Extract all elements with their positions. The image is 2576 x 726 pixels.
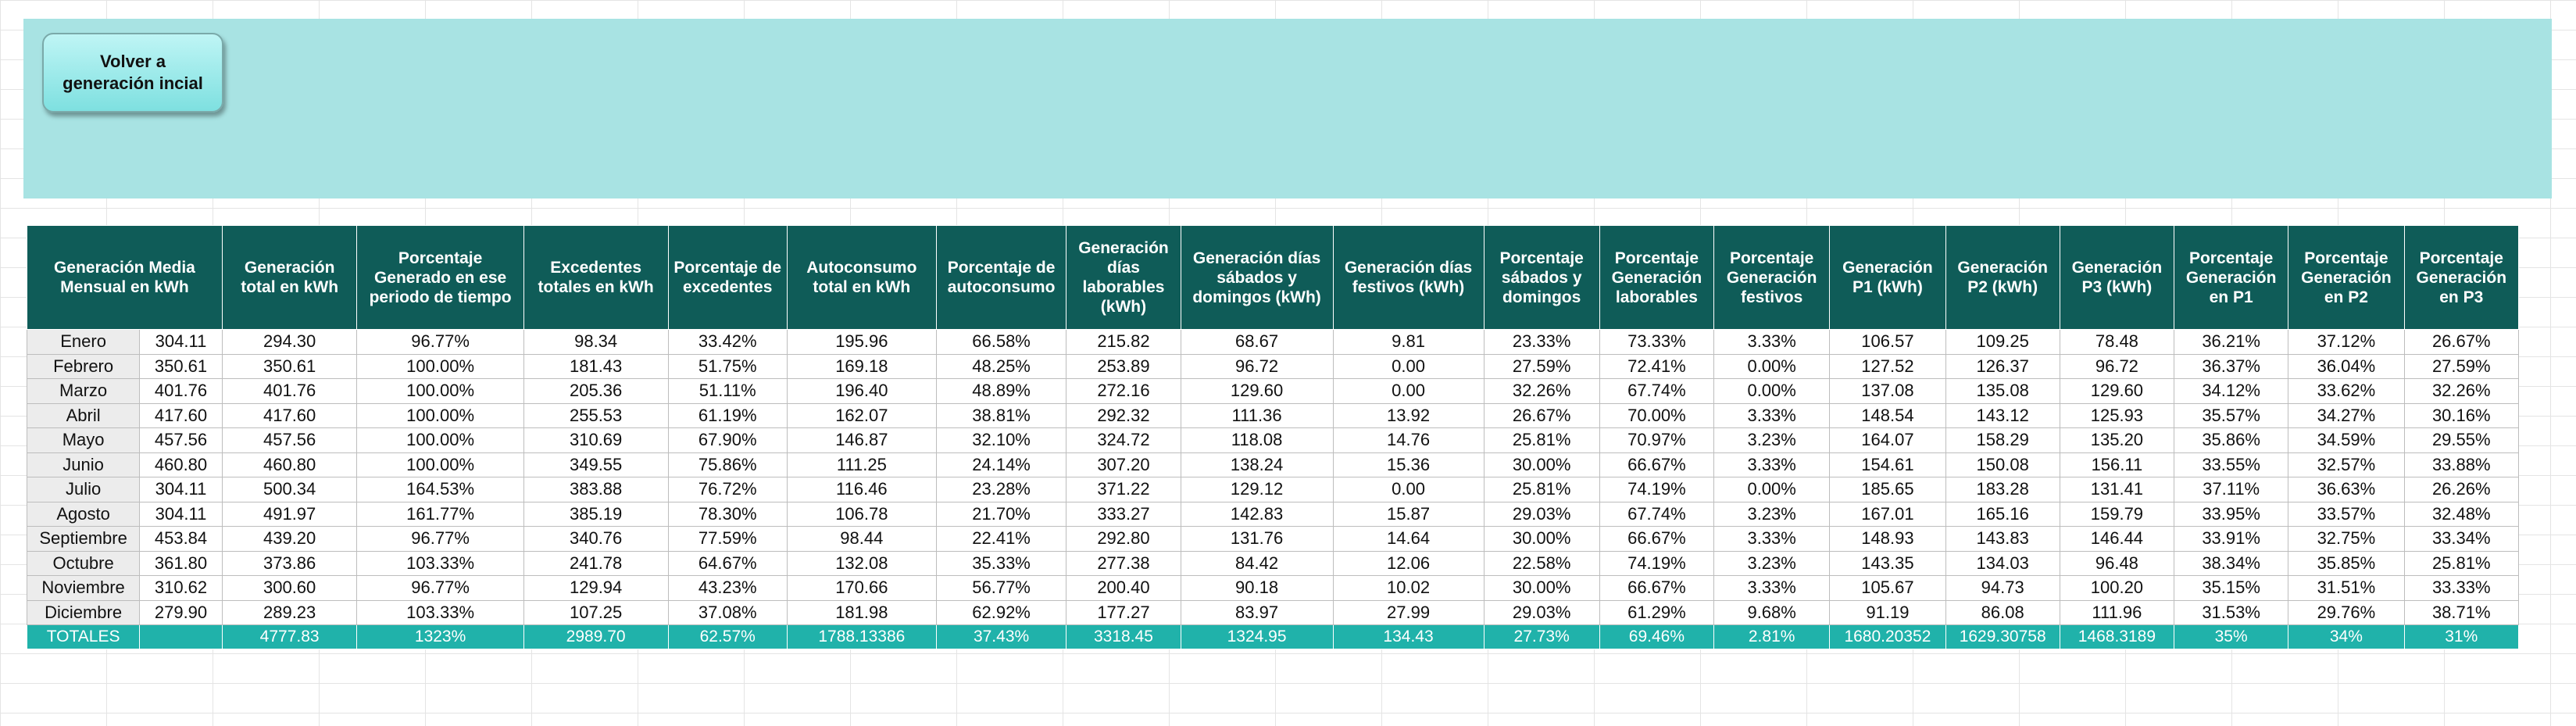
column-header: Porcentaje de excedentes bbox=[668, 226, 787, 330]
table-cell: 371.22 bbox=[1066, 477, 1181, 502]
table-cell: 215.82 bbox=[1066, 330, 1181, 355]
table-cell: 385.19 bbox=[523, 502, 668, 527]
totals-cell: 3318.45 bbox=[1066, 625, 1181, 649]
table-cell: 91.19 bbox=[1830, 600, 1945, 625]
table-cell: 32.26% bbox=[1484, 379, 1599, 404]
table-cell: 70.97% bbox=[1599, 428, 1713, 453]
column-header: Porcentaje sábados y domingos bbox=[1484, 226, 1599, 330]
table-cell: 324.72 bbox=[1066, 428, 1181, 453]
table-cell: 350.61 bbox=[140, 354, 223, 379]
table-cell: 22.41% bbox=[936, 527, 1066, 552]
table-cell: 0.00% bbox=[1714, 354, 1830, 379]
table-cell: 33.33% bbox=[2404, 576, 2518, 601]
table-cell: 0.00 bbox=[1333, 477, 1484, 502]
table-cell: 162.07 bbox=[787, 403, 936, 428]
table-cell: 96.77% bbox=[357, 527, 523, 552]
table-cell: 253.89 bbox=[1066, 354, 1181, 379]
table-cell: 146.87 bbox=[787, 428, 936, 453]
table-cell: 134.03 bbox=[1945, 551, 2060, 576]
table-cell: 32.48% bbox=[2404, 502, 2518, 527]
table-cell: 164.53% bbox=[357, 477, 523, 502]
month-label: Octubre bbox=[27, 551, 140, 576]
totals-cell: 2989.70 bbox=[523, 625, 668, 649]
table-cell: 90.18 bbox=[1181, 576, 1333, 601]
table-cell: 277.38 bbox=[1066, 551, 1181, 576]
totals-cell: 62.57% bbox=[668, 625, 787, 649]
table-cell: 25.81% bbox=[1484, 477, 1599, 502]
table-cell: 35.33% bbox=[936, 551, 1066, 576]
totals-cell: 1680.20352 bbox=[1830, 625, 1945, 649]
table-cell: 146.44 bbox=[2060, 527, 2174, 552]
table-cell: 10.02 bbox=[1333, 576, 1484, 601]
column-header: Porcentaje Generado en ese periodo de tiempo bbox=[357, 226, 523, 330]
totals-cell: 1468.3189 bbox=[2060, 625, 2174, 649]
table-cell: 417.60 bbox=[140, 403, 223, 428]
table-cell: 111.96 bbox=[2060, 600, 2174, 625]
table-cell: 64.67% bbox=[668, 551, 787, 576]
table-cell: 27.59% bbox=[2404, 354, 2518, 379]
table-row bbox=[27, 551, 2519, 576]
table-cell: 272.16 bbox=[1066, 379, 1181, 404]
table-cell: 83.97 bbox=[1181, 600, 1333, 625]
table-cell: 29.03% bbox=[1484, 502, 1599, 527]
table-cell: 310.62 bbox=[140, 576, 223, 601]
table-cell: 300.60 bbox=[222, 576, 357, 601]
column-header: Generación P2 (kWh) bbox=[1945, 226, 2060, 330]
table-cell: 292.32 bbox=[1066, 403, 1181, 428]
month-label: Mayo bbox=[27, 428, 140, 453]
totals-cell bbox=[140, 625, 223, 649]
table-cell: 169.18 bbox=[787, 354, 936, 379]
table-cell: 12.06 bbox=[1333, 551, 1484, 576]
table-cell: 31.51% bbox=[2288, 576, 2404, 601]
table-cell: 37.12% bbox=[2288, 330, 2404, 355]
table-cell: 33.42% bbox=[668, 330, 787, 355]
table-cell: 14.76 bbox=[1333, 428, 1484, 453]
table-cell: 143.83 bbox=[1945, 527, 2060, 552]
totals-cell: 134.43 bbox=[1333, 625, 1484, 649]
table-cell: 103.33% bbox=[357, 600, 523, 625]
table-cell: 22.58% bbox=[1484, 551, 1599, 576]
table-cell: 205.36 bbox=[523, 379, 668, 404]
table-cell: 183.28 bbox=[1945, 477, 2060, 502]
table-cell: 137.08 bbox=[1830, 379, 1945, 404]
table-cell: 76.72% bbox=[668, 477, 787, 502]
table-cell: 26.67% bbox=[2404, 330, 2518, 355]
table-cell: 196.40 bbox=[787, 379, 936, 404]
table-cell: 3.33% bbox=[1714, 576, 1830, 601]
table-cell: 105.67 bbox=[1830, 576, 1945, 601]
table-cell: 457.56 bbox=[140, 428, 223, 453]
column-header: Generación P3 (kWh) bbox=[2060, 226, 2174, 330]
table-cell: 116.46 bbox=[787, 477, 936, 502]
table-cell: 61.29% bbox=[1599, 600, 1713, 625]
column-header: Autoconsumo total en kWh bbox=[787, 226, 936, 330]
totals-label: TOTALES bbox=[27, 625, 140, 649]
table-cell: 111.25 bbox=[787, 452, 936, 477]
table-cell: 131.76 bbox=[1181, 527, 1333, 552]
table-cell: 453.84 bbox=[140, 527, 223, 552]
column-header: Porcentaje Generación en P3 bbox=[2404, 226, 2518, 330]
table-cell: 36.37% bbox=[2174, 354, 2288, 379]
table-cell: 460.80 bbox=[222, 452, 357, 477]
table-cell: 200.40 bbox=[1066, 576, 1181, 601]
table-cell: 13.92 bbox=[1333, 403, 1484, 428]
table-cell: 165.16 bbox=[1945, 502, 2060, 527]
table-row bbox=[27, 502, 2519, 527]
totals-cell: 37.43% bbox=[936, 625, 1066, 649]
table-cell: 30.00% bbox=[1484, 576, 1599, 601]
month-label: Marzo bbox=[27, 379, 140, 404]
table-cell: 294.30 bbox=[222, 330, 357, 355]
table-cell: 51.75% bbox=[668, 354, 787, 379]
table-cell: 0.00 bbox=[1333, 379, 1484, 404]
table-cell: 38.34% bbox=[2174, 551, 2288, 576]
table-cell: 35.85% bbox=[2288, 551, 2404, 576]
table-cell: 135.08 bbox=[1945, 379, 2060, 404]
table-cell: 66.67% bbox=[1599, 452, 1713, 477]
table-cell: 161.77% bbox=[357, 502, 523, 527]
totals-cell: 27.73% bbox=[1484, 625, 1599, 649]
table-cell: 21.70% bbox=[936, 502, 1066, 527]
table-cell: 129.60 bbox=[2060, 379, 2174, 404]
table-cell: 304.11 bbox=[140, 330, 223, 355]
totals-cell: 1788.13386 bbox=[787, 625, 936, 649]
table-cell: 36.04% bbox=[2288, 354, 2404, 379]
table-cell: 279.90 bbox=[140, 600, 223, 625]
table-cell: 350.61 bbox=[222, 354, 357, 379]
month-label: Noviembre bbox=[27, 576, 140, 601]
month-label: Agosto bbox=[27, 502, 140, 527]
table-cell: 35.86% bbox=[2174, 428, 2288, 453]
table-cell: 307.20 bbox=[1066, 452, 1181, 477]
table-cell: 48.89% bbox=[936, 379, 1066, 404]
table-cell: 170.66 bbox=[787, 576, 936, 601]
table-cell: 3.23% bbox=[1714, 428, 1830, 453]
totals-cell: 1323% bbox=[357, 625, 523, 649]
table-cell: 66.58% bbox=[936, 330, 1066, 355]
table-cell: 61.19% bbox=[668, 403, 787, 428]
table-cell: 383.88 bbox=[523, 477, 668, 502]
month-label: Diciembre bbox=[27, 600, 140, 625]
table-cell: 181.98 bbox=[787, 600, 936, 625]
totals-cell: 2.81% bbox=[1714, 625, 1830, 649]
column-header: Generación días festivos (kWh) bbox=[1333, 226, 1484, 330]
table-cell: 195.96 bbox=[787, 330, 936, 355]
table-cell: 29.55% bbox=[2404, 428, 2518, 453]
table-cell: 62.92% bbox=[936, 600, 1066, 625]
table-cell: 3.33% bbox=[1714, 527, 1830, 552]
table-cell: 310.69 bbox=[523, 428, 668, 453]
table-cell: 241.78 bbox=[523, 551, 668, 576]
table-row bbox=[27, 354, 2519, 379]
back-to-initial-generation-button[interactable]: Volver a generación incial bbox=[42, 33, 223, 113]
table-cell: 15.36 bbox=[1333, 452, 1484, 477]
header-row bbox=[27, 226, 2519, 330]
table-cell: 135.20 bbox=[2060, 428, 2174, 453]
table-cell: 26.26% bbox=[2404, 477, 2518, 502]
table-cell: 142.83 bbox=[1181, 502, 1333, 527]
totals-cell: 35% bbox=[2174, 625, 2288, 649]
table-cell: 74.19% bbox=[1599, 551, 1713, 576]
table-cell: 78.30% bbox=[668, 502, 787, 527]
table-cell: 126.37 bbox=[1945, 354, 2060, 379]
month-label: Enero bbox=[27, 330, 140, 355]
table-cell: 106.57 bbox=[1830, 330, 1945, 355]
table-row bbox=[27, 403, 2519, 428]
table-cell: 98.34 bbox=[523, 330, 668, 355]
table-cell: 34.12% bbox=[2174, 379, 2288, 404]
table-cell: 23.28% bbox=[936, 477, 1066, 502]
table-cell: 0.00% bbox=[1714, 379, 1830, 404]
table-cell: 457.56 bbox=[222, 428, 357, 453]
table-cell: 67.74% bbox=[1599, 502, 1713, 527]
table-cell: 181.43 bbox=[523, 354, 668, 379]
table-cell: 154.61 bbox=[1830, 452, 1945, 477]
table-cell: 111.36 bbox=[1181, 403, 1333, 428]
table-row bbox=[27, 527, 2519, 552]
table-cell: 51.11% bbox=[668, 379, 787, 404]
column-header: Porcentaje Generación festivos bbox=[1714, 226, 1830, 330]
column-header: Porcentaje Generación laborables bbox=[1599, 226, 1713, 330]
table-cell: 3.23% bbox=[1714, 551, 1830, 576]
table-cell: 460.80 bbox=[140, 452, 223, 477]
table-cell: 33.57% bbox=[2288, 502, 2404, 527]
table-cell: 9.68% bbox=[1714, 600, 1830, 625]
month-label: Abril bbox=[27, 403, 140, 428]
table-cell: 72.41% bbox=[1599, 354, 1713, 379]
table-cell: 150.08 bbox=[1945, 452, 2060, 477]
table-body bbox=[27, 330, 2519, 649]
table-cell: 185.65 bbox=[1830, 477, 1945, 502]
table-cell: 107.25 bbox=[523, 600, 668, 625]
column-header: Generación total en kWh bbox=[222, 226, 357, 330]
monthly-generation-table bbox=[27, 225, 2519, 649]
table-cell: 15.87 bbox=[1333, 502, 1484, 527]
table-row bbox=[27, 576, 2519, 601]
table-cell: 0.00% bbox=[1714, 477, 1830, 502]
table-cell: 25.81% bbox=[1484, 428, 1599, 453]
totals-cell: 31% bbox=[2404, 625, 2518, 649]
column-header: Porcentaje de autoconsumo bbox=[936, 226, 1066, 330]
table-cell: 100.00% bbox=[357, 428, 523, 453]
column-header: Generación días laborables (kWh) bbox=[1066, 226, 1181, 330]
table-cell: 33.91% bbox=[2174, 527, 2288, 552]
column-header: Generación Media Mensual en kWh bbox=[27, 226, 223, 330]
table-cell: 158.29 bbox=[1945, 428, 2060, 453]
table-cell: 129.12 bbox=[1181, 477, 1333, 502]
table-cell: 304.11 bbox=[140, 502, 223, 527]
column-header: Generación días sábados y domingos (kWh) bbox=[1181, 226, 1333, 330]
table-cell: 100.00% bbox=[357, 379, 523, 404]
column-header: Porcentaje Generación en P1 bbox=[2174, 226, 2288, 330]
table-cell: 33.88% bbox=[2404, 452, 2518, 477]
table-cell: 68.67 bbox=[1181, 330, 1333, 355]
table-cell: 401.76 bbox=[140, 379, 223, 404]
table-cell: 31.53% bbox=[2174, 600, 2288, 625]
table-cell: 32.10% bbox=[936, 428, 1066, 453]
table-cell: 132.08 bbox=[787, 551, 936, 576]
table-row bbox=[27, 452, 2519, 477]
table-cell: 36.63% bbox=[2288, 477, 2404, 502]
column-header: Excedentes totales en kWh bbox=[523, 226, 668, 330]
table-cell: 148.54 bbox=[1830, 403, 1945, 428]
totals-cell: 34% bbox=[2288, 625, 2404, 649]
table-cell: 255.53 bbox=[523, 403, 668, 428]
totals-row bbox=[27, 625, 2519, 649]
table-cell: 24.14% bbox=[936, 452, 1066, 477]
table-cell: 109.25 bbox=[1945, 330, 2060, 355]
table-cell: 131.41 bbox=[2060, 477, 2174, 502]
table-cell: 30.16% bbox=[2404, 403, 2518, 428]
table-cell: 35.15% bbox=[2174, 576, 2288, 601]
table-cell: 36.21% bbox=[2174, 330, 2288, 355]
table-cell: 289.23 bbox=[222, 600, 357, 625]
table-cell: 100.00% bbox=[357, 452, 523, 477]
month-label: Febrero bbox=[27, 354, 140, 379]
table-cell: 75.86% bbox=[668, 452, 787, 477]
table-cell: 34.27% bbox=[2288, 403, 2404, 428]
table-cell: 66.67% bbox=[1599, 527, 1713, 552]
table-cell: 27.59% bbox=[1484, 354, 1599, 379]
totals-cell: 69.46% bbox=[1599, 625, 1713, 649]
month-label: Junio bbox=[27, 452, 140, 477]
table-cell: 417.60 bbox=[222, 403, 357, 428]
table-cell: 129.94 bbox=[523, 576, 668, 601]
table-cell: 98.44 bbox=[787, 527, 936, 552]
table-cell: 74.19% bbox=[1599, 477, 1713, 502]
table-cell: 29.03% bbox=[1484, 600, 1599, 625]
table-cell: 3.33% bbox=[1714, 452, 1830, 477]
table-cell: 84.42 bbox=[1181, 551, 1333, 576]
table-cell: 129.60 bbox=[1181, 379, 1333, 404]
table-cell: 118.08 bbox=[1181, 428, 1333, 453]
table-cell: 349.55 bbox=[523, 452, 668, 477]
table-cell: 26.67% bbox=[1484, 403, 1599, 428]
table-cell: 96.72 bbox=[1181, 354, 1333, 379]
table-cell: 148.93 bbox=[1830, 527, 1945, 552]
table-cell: 25.81% bbox=[2404, 551, 2518, 576]
table-cell: 29.76% bbox=[2288, 600, 2404, 625]
table-cell: 9.81 bbox=[1333, 330, 1484, 355]
table-cell: 73.33% bbox=[1599, 330, 1713, 355]
table-row bbox=[27, 428, 2519, 453]
table-cell: 96.48 bbox=[2060, 551, 2174, 576]
table-cell: 100.00% bbox=[357, 354, 523, 379]
table-cell: 439.20 bbox=[222, 527, 357, 552]
table-cell: 23.33% bbox=[1484, 330, 1599, 355]
table-cell: 143.35 bbox=[1830, 551, 1945, 576]
table-cell: 361.80 bbox=[140, 551, 223, 576]
table-row bbox=[27, 600, 2519, 625]
totals-cell: 1324.95 bbox=[1181, 625, 1333, 649]
table-cell: 33.34% bbox=[2404, 527, 2518, 552]
column-header: Porcentaje Generación en P2 bbox=[2288, 226, 2404, 330]
table-cell: 67.74% bbox=[1599, 379, 1713, 404]
table-cell: 33.62% bbox=[2288, 379, 2404, 404]
table-cell: 33.95% bbox=[2174, 502, 2288, 527]
table-cell: 94.73 bbox=[1945, 576, 2060, 601]
table-cell: 38.81% bbox=[936, 403, 1066, 428]
month-label: Julio bbox=[27, 477, 140, 502]
table-cell: 103.33% bbox=[357, 551, 523, 576]
table-cell: 125.93 bbox=[2060, 403, 2174, 428]
table-cell: 3.33% bbox=[1714, 403, 1830, 428]
table-cell: 143.12 bbox=[1945, 403, 2060, 428]
table-cell: 292.80 bbox=[1066, 527, 1181, 552]
table-cell: 333.27 bbox=[1066, 502, 1181, 527]
table-cell: 30.00% bbox=[1484, 452, 1599, 477]
table-cell: 33.55% bbox=[2174, 452, 2288, 477]
table-cell: 66.67% bbox=[1599, 576, 1713, 601]
table-cell: 77.59% bbox=[668, 527, 787, 552]
table-cell: 3.33% bbox=[1714, 330, 1830, 355]
table-cell: 67.90% bbox=[668, 428, 787, 453]
table-cell: 3.23% bbox=[1714, 502, 1830, 527]
table-cell: 491.97 bbox=[222, 502, 357, 527]
table-cell: 38.71% bbox=[2404, 600, 2518, 625]
table-cell: 100.00% bbox=[357, 403, 523, 428]
table-cell: 32.75% bbox=[2288, 527, 2404, 552]
table-cell: 32.57% bbox=[2288, 452, 2404, 477]
table-cell: 32.26% bbox=[2404, 379, 2518, 404]
table-cell: 37.11% bbox=[2174, 477, 2288, 502]
table-cell: 177.27 bbox=[1066, 600, 1181, 625]
table-cell: 340.76 bbox=[523, 527, 668, 552]
table-cell: 48.25% bbox=[936, 354, 1066, 379]
table-cell: 167.01 bbox=[1830, 502, 1945, 527]
table-cell: 56.77% bbox=[936, 576, 1066, 601]
table-cell: 106.78 bbox=[787, 502, 936, 527]
table-cell: 401.76 bbox=[222, 379, 357, 404]
table-row bbox=[27, 330, 2519, 355]
table-cell: 14.64 bbox=[1333, 527, 1484, 552]
table-cell: 100.20 bbox=[2060, 576, 2174, 601]
table-cell: 37.08% bbox=[668, 600, 787, 625]
table-cell: 164.07 bbox=[1830, 428, 1945, 453]
table-cell: 159.79 bbox=[2060, 502, 2174, 527]
table-cell: 27.99 bbox=[1333, 600, 1484, 625]
month-label: Septiembre bbox=[27, 527, 140, 552]
totals-cell: 1629.30758 bbox=[1945, 625, 2060, 649]
table-cell: 78.48 bbox=[2060, 330, 2174, 355]
table-cell: 70.00% bbox=[1599, 403, 1713, 428]
table-cell: 96.77% bbox=[357, 576, 523, 601]
table-cell: 34.59% bbox=[2288, 428, 2404, 453]
table-cell: 127.52 bbox=[1830, 354, 1945, 379]
column-header: Generación P1 (kWh) bbox=[1830, 226, 1945, 330]
table-cell: 86.08 bbox=[1945, 600, 2060, 625]
table-row bbox=[27, 379, 2519, 404]
table-cell: 43.23% bbox=[668, 576, 787, 601]
header-banner bbox=[23, 19, 2552, 198]
table-row bbox=[27, 477, 2519, 502]
table-cell: 0.00 bbox=[1333, 354, 1484, 379]
totals-cell: 4777.83 bbox=[222, 625, 357, 649]
table-cell: 373.86 bbox=[222, 551, 357, 576]
table-cell: 96.72 bbox=[2060, 354, 2174, 379]
table-cell: 138.24 bbox=[1181, 452, 1333, 477]
table-cell: 96.77% bbox=[357, 330, 523, 355]
table-cell: 156.11 bbox=[2060, 452, 2174, 477]
table-cell: 35.57% bbox=[2174, 403, 2288, 428]
table-cell: 30.00% bbox=[1484, 527, 1599, 552]
table-cell: 304.11 bbox=[140, 477, 223, 502]
table-cell: 500.34 bbox=[222, 477, 357, 502]
